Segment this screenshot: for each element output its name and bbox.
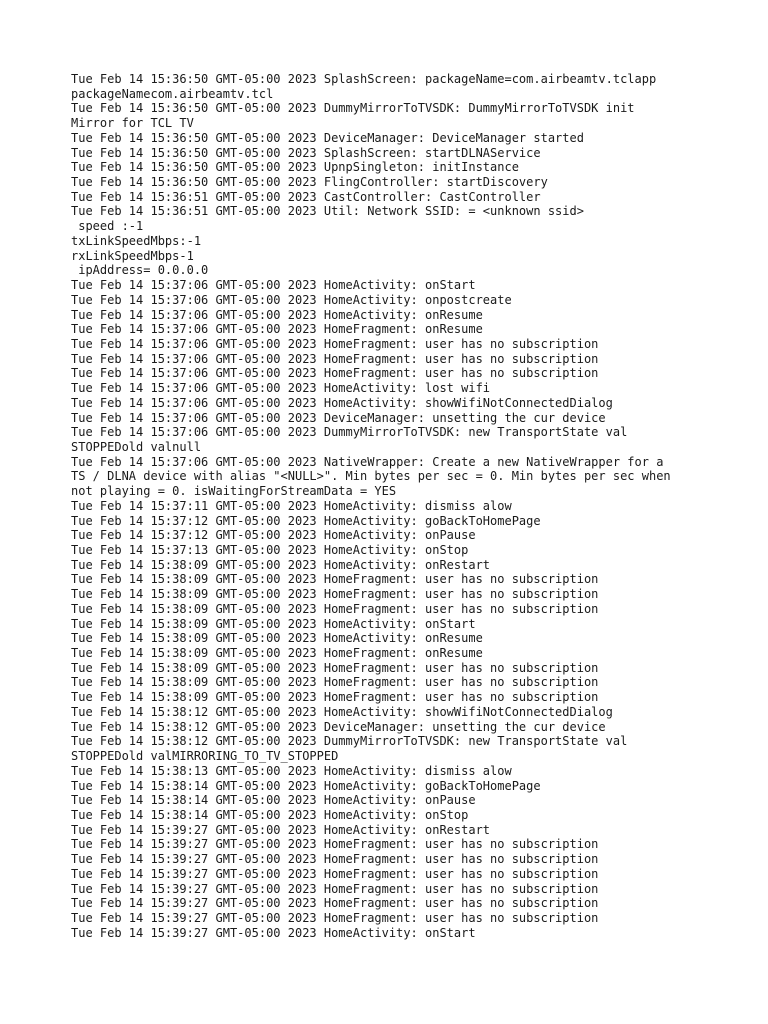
log-line: Tue Feb 14 15:38:12 GMT-05:00 2023 DeviceManager: unsetting the cur device xyxy=(71,719,606,734)
log-line: STOPPEDold valMIRRORING_TO_TV_STOPPED xyxy=(71,749,339,764)
log-line: Tue Feb 14 15:37:06 GMT-05:00 2023 HomeActivity: onResume xyxy=(71,307,483,322)
log-line: Tue Feb 14 15:39:27 GMT-05:00 2023 HomeFragment: user has no subscription xyxy=(71,837,599,852)
log-line: Tue Feb 14 15:37:11 GMT-05:00 2023 HomeActivity: dismiss alow xyxy=(71,498,512,513)
log-line: Tue Feb 14 15:37:06 GMT-05:00 2023 HomeFragment: onResume xyxy=(71,322,483,337)
log-line: Tue Feb 14 15:38:14 GMT-05:00 2023 HomeActivity: goBackToHomePage xyxy=(71,778,541,793)
log-line: STOPPEDold valnull xyxy=(71,439,202,454)
log-line: Tue Feb 14 15:36:50 GMT-05:00 2023 FlingController: startDiscovery xyxy=(71,175,548,190)
log-line: ipAddress= 0.0.0.0 xyxy=(71,263,209,278)
log-line: Tue Feb 14 15:38:12 GMT-05:00 2023 DummyMirrorToTVSDK: new TransportState val xyxy=(71,734,628,749)
log-line: Tue Feb 14 15:39:27 GMT-05:00 2023 HomeActivity: onStart xyxy=(71,925,476,940)
log-line: Tue Feb 14 15:39:27 GMT-05:00 2023 HomeFragment: user has no subscription xyxy=(71,896,599,911)
log-line: Tue Feb 14 15:38:09 GMT-05:00 2023 HomeFragment: user has no subscription xyxy=(71,601,599,616)
log-text-block xyxy=(71,72,711,940)
log-line: Tue Feb 14 15:38:09 GMT-05:00 2023 HomeFragment: user has no subscription xyxy=(71,660,599,675)
log-line: TS / DLNA device with alias "<NULL>". Min bytes per sec = 0. Min bytes per sec when xyxy=(71,469,671,484)
log-line: Tue Feb 14 15:36:50 GMT-05:00 2023 UpnpSingleton: initInstance xyxy=(71,160,519,175)
log-line: rxLinkSpeedMbps-1 xyxy=(71,248,194,263)
log-line: Tue Feb 14 15:38:09 GMT-05:00 2023 HomeActivity: onStart xyxy=(71,616,476,631)
log-line: Tue Feb 14 15:38:09 GMT-05:00 2023 HomeFragment: user has no subscription xyxy=(71,675,599,690)
log-line: Tue Feb 14 15:38:13 GMT-05:00 2023 HomeActivity: dismiss alow xyxy=(71,763,512,778)
log-line: Tue Feb 14 15:36:50 GMT-05:00 2023 SplashScreen: startDLNAService xyxy=(71,145,541,160)
log-line: Tue Feb 14 15:38:09 GMT-05:00 2023 HomeActivity: onRestart xyxy=(71,557,491,572)
log-line: Tue Feb 14 15:37:06 GMT-05:00 2023 HomeActivity: showWifiNotConnectedDialog xyxy=(71,395,613,410)
log-line: Tue Feb 14 15:37:12 GMT-05:00 2023 HomeActivity: onPause xyxy=(71,528,476,543)
log-line: Tue Feb 14 15:38:14 GMT-05:00 2023 HomeActivity: onPause xyxy=(71,793,476,808)
log-line: Tue Feb 14 15:39:27 GMT-05:00 2023 HomeActivity: onRestart xyxy=(71,822,491,837)
log-line: Tue Feb 14 15:36:51 GMT-05:00 2023 Util: Network SSID: = <unknown ssid> xyxy=(71,204,584,219)
log-line: Tue Feb 14 15:36:50 GMT-05:00 2023 DeviceManager: DeviceManager started xyxy=(71,130,584,145)
log-line: Tue Feb 14 15:39:27 GMT-05:00 2023 HomeFragment: user has no subscription xyxy=(71,910,599,925)
log-line: Tue Feb 14 15:37:06 GMT-05:00 2023 DeviceManager: unsetting the cur device xyxy=(71,410,606,425)
log-line: Tue Feb 14 15:36:50 GMT-05:00 2023 SplashScreen: packageName=com.airbeamtv.tclapp xyxy=(71,72,657,86)
log-line: Tue Feb 14 15:37:06 GMT-05:00 2023 HomeFragment: user has no subscription xyxy=(71,366,599,381)
log-line: not playing = 0. isWaitingForStreamData = YES xyxy=(71,484,397,499)
log-line: Tue Feb 14 15:37:06 GMT-05:00 2023 HomeActivity: onStart xyxy=(71,278,476,293)
log-line: Tue Feb 14 15:38:09 GMT-05:00 2023 HomeFragment: user has no subscription xyxy=(71,587,599,602)
log-line: Tue Feb 14 15:37:06 GMT-05:00 2023 HomeActivity: lost wifi xyxy=(71,381,491,396)
log-line: Tue Feb 14 15:37:06 GMT-05:00 2023 HomeFragment: user has no subscription xyxy=(71,351,599,366)
log-line: Tue Feb 14 15:37:06 GMT-05:00 2023 DummyMirrorToTVSDK: new TransportState val xyxy=(71,425,628,440)
log-line: Tue Feb 14 15:38:09 GMT-05:00 2023 HomeActivity: onResume xyxy=(71,631,483,646)
log-line: txLinkSpeedMbps:-1 xyxy=(71,233,202,248)
log-line: speed :-1 xyxy=(71,219,144,234)
log-line: Tue Feb 14 15:39:27 GMT-05:00 2023 HomeFragment: user has no subscription xyxy=(71,866,599,881)
log-line: Tue Feb 14 15:39:27 GMT-05:00 2023 HomeFragment: user has no subscription xyxy=(71,881,599,896)
log-line: Tue Feb 14 15:37:06 GMT-05:00 2023 HomeFragment: user has no subscription xyxy=(71,336,599,351)
log-line: Tue Feb 14 15:36:51 GMT-05:00 2023 CastController: CastController xyxy=(71,189,541,204)
log-line: Tue Feb 14 15:37:06 GMT-05:00 2023 HomeActivity: onpostcreate xyxy=(71,292,512,307)
log-line: Tue Feb 14 15:38:09 GMT-05:00 2023 HomeFragment: user has no subscription xyxy=(71,690,599,705)
log-line: Mirror for TCL TV xyxy=(71,116,194,131)
log-line: packageNamecom.airbeamtv.tcl xyxy=(71,86,274,101)
log-line: Tue Feb 14 15:38:09 GMT-05:00 2023 HomeFragment: onResume xyxy=(71,646,483,661)
log-line: Tue Feb 14 15:37:13 GMT-05:00 2023 HomeActivity: onStop xyxy=(71,543,469,557)
log-line: Tue Feb 14 15:38:09 GMT-05:00 2023 HomeFragment: user has no subscription xyxy=(71,572,599,587)
log-line: Tue Feb 14 15:37:06 GMT-05:00 2023 NativeWrapper: Create a new NativeWrapper for a xyxy=(71,454,664,469)
log-line: Tue Feb 14 15:38:14 GMT-05:00 2023 HomeActivity: onStop xyxy=(71,807,469,822)
log-line: Tue Feb 14 15:36:50 GMT-05:00 2023 DummyMirrorToTVSDK: DummyMirrorToTVSDK init xyxy=(71,101,635,116)
log-line: Tue Feb 14 15:37:12 GMT-05:00 2023 HomeActivity: goBackToHomePage xyxy=(71,513,541,528)
log-line: Tue Feb 14 15:38:12 GMT-05:00 2023 HomeActivity: showWifiNotConnectedDialog xyxy=(71,704,613,719)
log-line: Tue Feb 14 15:39:27 GMT-05:00 2023 HomeFragment: user has no subscription xyxy=(71,852,599,867)
